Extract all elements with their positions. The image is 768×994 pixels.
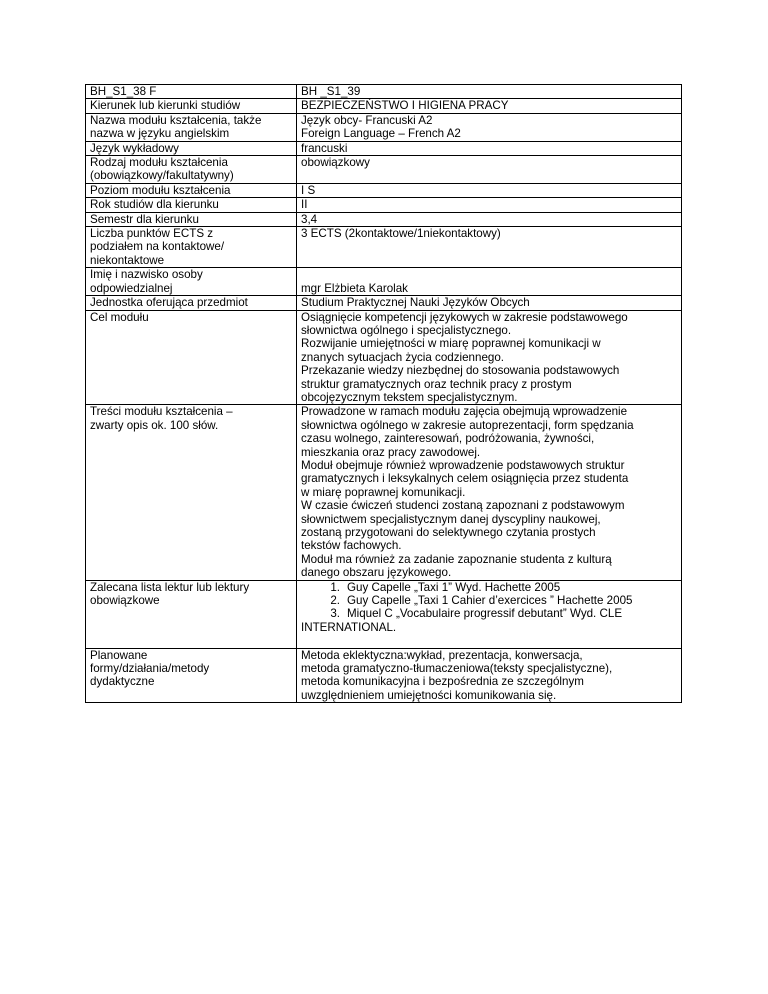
cell-text-line: BEZPIECZEŃSTWO I HIGIENA PRACY [301,99,509,113]
cell-text-line: Cel modułu [90,310,149,324]
cell-text-line: Rozwijanie umiejętności w miarę poprawnej komunikacji w [301,337,601,351]
field-value-cell [297,85,682,99]
cell-text-line: Prowadzone w ramach modułu zajęcia obejmują wprowadzenie [301,405,628,419]
field-value-cell [297,310,682,405]
reference-number: 3. [330,607,340,621]
cell-text-line: tekstów fachowych. [301,539,402,553]
cell-text-line: metoda komunikacyjna i bezpośrednia ze szczególnym [301,675,584,689]
field-label-cell [86,268,297,296]
field-value-cell [297,198,682,212]
reference-number: 1. [330,580,340,594]
cell-text-line [301,268,678,281]
field-label-cell [86,99,297,113]
cell-text-line: (obowiązkowy/fakultatywny) [90,169,234,183]
cell-text-line: Przekazanie wiedzy niezbędnej do stosowania podstawowych [301,364,620,378]
cell-text-line: mieszkania oraz pracy zawodowej. [301,445,481,459]
cell-text-line: BH _S1_39 [301,85,361,98]
cell-text-line: Język wykładowy [90,141,179,155]
cell-text-line: Osiągnięcie kompetencji językowych w zakresie podstawowego [301,310,628,324]
table-row [86,212,682,226]
cell-text-line: INTERNATIONAL. [301,620,397,634]
reference-list-item [301,581,678,594]
cell-text-line: W czasie ćwiczeń studenci zostaną zapoznani z podstawowym [301,499,625,513]
cell-text-line: Zalecana lista lektur lub lektury [90,580,250,594]
field-value-cell [297,212,682,226]
cell-text-line: obcojęzycznym tekstem specjalistycznym. [301,390,518,404]
cell-text-line: nazwa w języku angielskim [90,127,230,141]
cell-text-line: Rok studiów dla kierunku [90,198,219,212]
field-label-cell [86,85,297,99]
field-value-cell [297,648,682,703]
field-label-cell [86,580,297,648]
cell-text-line: słownictwa ogólnego i specjalistycznego. [301,323,512,337]
field-label-cell [86,198,297,212]
reference-number: 2. [330,594,340,608]
cell-text-line: dydaktyczne [90,675,155,689]
cell-text-line: uwzględnieniem umiejętności komunikowania się. [301,688,557,702]
field-value-cell [297,156,682,184]
cell-text-line: obowiązkowe [90,594,160,608]
cell-text-line: 3 ECTS (2kontaktowe/1niekontaktowy) [301,227,501,241]
field-value-cell [297,183,682,197]
field-value-cell [297,113,682,141]
cell-text-line: II [301,198,308,212]
cell-text-line: czasu wolnego, zainteresowań, podróżowania, żywności, [301,432,595,446]
reference-text: Guy Capelle „Taxi 1 Cahier d’exercices ” Hachette 2005 [347,594,633,608]
cell-text-line: niekontaktowe [90,253,165,267]
cell-text-line: słownictwa ogólnego w zakresie autoprezentacji, form spędzania [301,418,634,432]
field-label-cell [86,156,297,184]
cell-text-line: Moduł obejmuje również wprowadzenie podstawowych struktur [301,458,625,472]
table-body [86,85,682,703]
cell-text-line: Foreign Language – French A2 [301,127,461,141]
cell-text-line: mgr Elżbieta Karolak [301,281,408,295]
table-row [86,141,682,155]
table-row [86,113,682,141]
field-value-cell [297,99,682,113]
cell-text-line [301,634,678,647]
table-row [86,405,682,580]
cell-text-line: Semestr dla kierunku [90,212,199,226]
table-row [86,156,682,184]
reference-list-item [301,607,678,620]
cell-text-line: Język obcy- Francuski A2 [301,113,433,127]
cell-text-line: znanych sytuacjach życia codziennego. [301,350,505,364]
field-label-cell [86,113,297,141]
cell-text-line: gramatycznych i leksykalnych celem osiągnięcia przez studenta [301,472,629,486]
cell-text-line: BH_S1_38 F [90,85,157,98]
cell-text-line: Planowane [90,648,148,662]
table-row [86,296,682,310]
cell-text-line: obowiązkowy [301,156,370,170]
field-label-cell [86,648,297,703]
table-row [86,268,682,296]
reference-text: Guy Capelle „Taxi 1” Wyd. Hachette 2005 [347,580,561,594]
cell-text-line: Kierunek lub kierunki studiów [90,99,241,113]
field-value-cell [297,141,682,155]
field-value-cell [297,227,682,268]
table-row [86,310,682,405]
cell-text-line: struktur gramatycznych oraz technik pracy z prostym [301,377,572,391]
table-row [86,183,682,197]
cell-text-line: Rodzaj modułu kształcenia [90,156,228,170]
field-value-cell [297,296,682,310]
cell-text-line: Treści modułu kształcenia – [90,405,233,419]
table-row [86,227,682,268]
cell-text-line: zostaną przygotowani do selektywnego czytania prostych [301,526,596,539]
cell-text-line: Nazwa modułu kształcenia, także [90,113,262,127]
cell-text-line: Studium Praktycznej Nauki Języków Obcych [301,296,530,310]
cell-text-line: Poziom modułu kształcenia [90,183,231,197]
cell-text-line: formy/działania/metody [90,662,210,676]
field-label-cell [86,183,297,197]
table-row [86,580,682,648]
table-row [86,99,682,113]
field-label-cell [86,227,297,268]
cell-text-line: odpowiedzialnej [90,281,173,295]
cell-text-line: zwarty opis ok. 100 słów. [90,418,219,432]
cell-text-line: danego obszaru językowego. [301,566,452,580]
field-value-cell [297,268,682,296]
cell-text-line: w miarę poprawnej komunikacji. [301,485,466,499]
module-description-table [85,84,682,703]
cell-text-line: Imię i nazwisko osoby [90,268,203,282]
reference-list-item [301,594,678,607]
field-label-cell [86,296,297,310]
cell-text-line: Metoda eklektyczna:wykład, prezentacja, konwersacja, [301,648,583,662]
cell-text-line: Liczba punktów ECTS z [90,227,214,241]
table-row [86,648,682,703]
cell-text-line: Moduł ma również za zadanie zapoznanie studenta z kulturą [301,552,612,566]
field-label-cell [86,212,297,226]
cell-text-line: 3,4 [301,212,318,226]
field-label-cell [86,310,297,405]
field-label-cell [86,141,297,155]
table-row [86,85,682,99]
table-row [86,198,682,212]
reference-text: Miquel C „Vocabulaire progressif debutant” Wyd. CLE [347,607,623,621]
field-value-cell [297,405,682,580]
cell-text-line: słownictwem specjalistycznym danej dyscypliny naukowej, [301,512,601,526]
cell-text-line: Jednostka oferująca przedmiot [90,296,248,310]
cell-text-line: metoda gramatyczno-tłumaczeniowa(teksty specjalistyczne), [301,662,613,676]
field-value-cell [297,580,682,648]
cell-text-line: francuski [301,141,348,155]
cell-text-line: I S [301,183,316,197]
field-label-cell [86,405,297,580]
cell-text-line: podziałem na kontaktowe/ [90,240,225,254]
